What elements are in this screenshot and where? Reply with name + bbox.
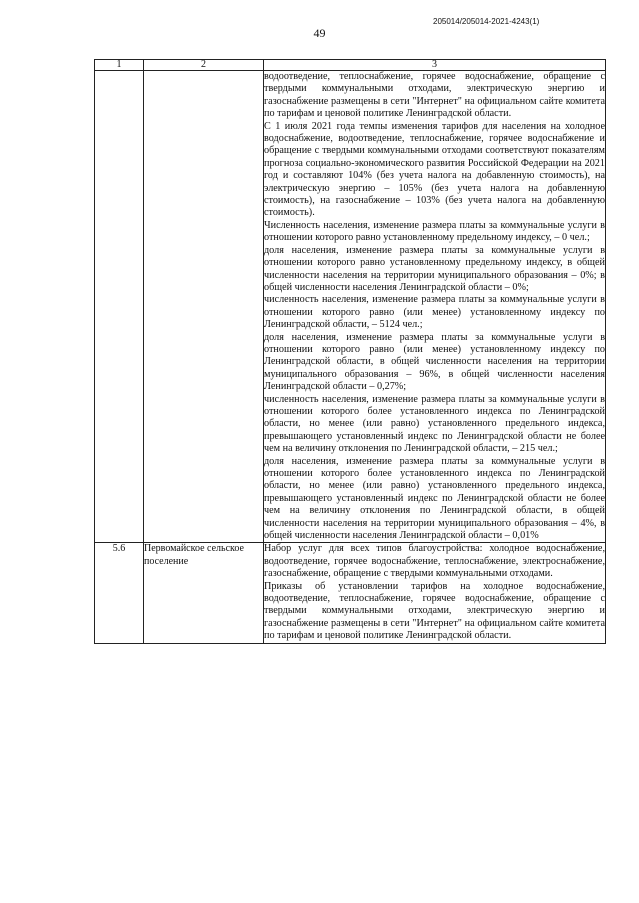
column-header-1: 1 xyxy=(95,60,144,71)
table-row-5-6 xyxy=(95,543,606,643)
paragraph: численность населения, изменение размера платы за коммунальные услуги в отношении которого более установленного индекса по Ленинградской области, но менее (или равно) установленного предельного индекса, превышающего установленный индекс по Ленинградской области не более чем на величину отклонения по Ленинградской области, – 215 чел.; xyxy=(264,393,605,455)
row-number-cell xyxy=(95,71,144,543)
paragraph: Приказы об установлении тарифов на холодное водоснабжение, водоотведение, теплоснабжение, горячее водоснабжение, обращение с твердыми коммунальными отходами, электрическую энергию и газоснабжение размещены в сети "Интернет" на официальном сайте комитета по тарифам и ценовой политике Ленинградской области. xyxy=(264,580,605,642)
page-number: 49 xyxy=(313,26,326,40)
column-header-3: 3 xyxy=(264,60,606,71)
paragraph: Численность населения, изменение размера платы за коммунальные услуги в отношении которого равно установленному предельному индексу, – 0 чел.; xyxy=(264,219,605,244)
row-number-cell: 5.6 xyxy=(95,543,144,643)
paragraph: доля населения, изменение размера платы за коммунальные услуги в отношении которого равно (или менее) установленному индексу по Ленинградской области, в общей численности населения на территории муниципального образования – 96%, в общей численности населения Ленинградской области – 0,27%; xyxy=(264,331,605,393)
column-header-2: 2 xyxy=(144,60,264,71)
tariff-table xyxy=(94,59,606,644)
table-header-row xyxy=(95,60,606,71)
row-content-cell xyxy=(264,71,606,543)
paragraph: Набор услуг для всех типов благоустройства: холодное водоснабжение, водоотведение, горячее водоснабжение, теплоснабжение, электроснабжение, газоснабжение, обращение с твердыми коммунальными отходами. xyxy=(264,543,605,580)
row-name-cell: Первомайское сельское поселение xyxy=(144,543,264,643)
paragraph: доля населения, изменение размера платы за коммунальные услуги в отношении которого более установленного индекса по Ленинградской области, но менее (или равно) установленного предельного индекса, превышающего установленный индекс по Ленинградской области не более чем на величину отклонения по Ленинградской области, в общей численности населения на территории муниципального образования – 4%, в общей численности населения Ленинградской области – 0,01% xyxy=(264,455,605,542)
paragraph: численность населения, изменение размера платы за коммунальные услуги в отношении которого равно (или менее) установленному индексу по Ленинградской области, – 5124 чел.; xyxy=(264,294,605,331)
paragraph: С 1 июля 2021 года темпы изменения тарифов для населения на холодное водоснабжение, водоотведение, теплоснабжение, горячее водоснабжение и обращение с твердыми коммунальными отходами соответствуют показателям прогноза социально-экономического развития Российской Федерации на 2021 год и составляют 104% (без учета налога на добавленную стоимость), на электрическую энергию – 105% (без учета налога на добавленную стоимость), на газоснабжение – 103% (без учета налога на добавленную стоимость). xyxy=(264,120,605,219)
row-content-cell xyxy=(264,543,606,643)
paragraph: водоотведение, теплоснабжение, горячее водоснабжение, обращение с твердыми коммунальными отходами, электрическую энергию и газоснабжение размещены в сети "Интернет" на официальном сайте комитета по тарифам и ценовой политике Ленинградской области. xyxy=(264,71,605,120)
row-name-cell xyxy=(144,71,264,543)
table-row-continuation xyxy=(95,71,606,543)
paragraph: доля населения, изменение размера платы за коммунальные услуги в отношении которого равно установленному предельному индексу, в общей численности населения на территории муниципального образования – 0%; в общей численности населения Ленинградской области – 0%; xyxy=(264,244,605,293)
document-id: 205014/205014-2021-4243(1) xyxy=(433,17,540,26)
